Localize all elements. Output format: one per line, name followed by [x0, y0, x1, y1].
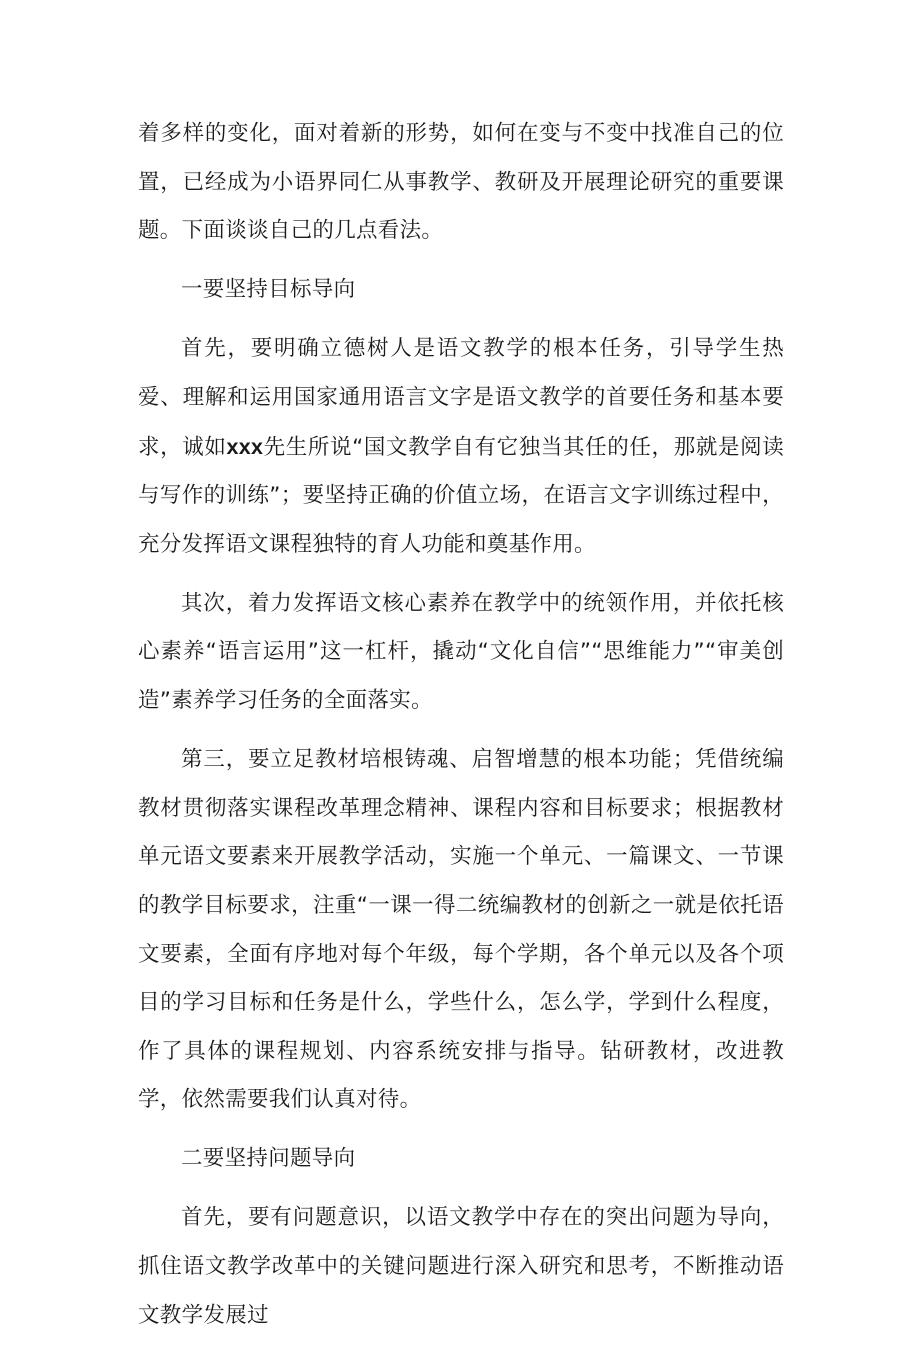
- paragraph-continuation: 着多样的变化，面对着新的形势，如何在变与不变中找准自己的位置，已经成为小语界同仁从事教学、教研及开展理论研究的重要课题。下面谈谈自己的几点看法。: [138, 121, 784, 244]
- section-heading-problem-orientation: 二要坚持问题导向: [181, 1146, 356, 1172]
- name-placeholder: xxx: [226, 434, 264, 459]
- paragraph-problem-first-point: 首先，要有问题意识，以语文教学中存在的突出问题为导向，抓住语文教学改革中的关键问题进行深入研究和思考，不断推动语文教学发展过: [138, 1205, 784, 1328]
- paragraph-text-segment: 首先，要明确立德树人是语文教学的根本任务，引导学生热爱、理解和运用国家通用语言文字是语文教学的首要任务和基本要求，诚如: [138, 336, 784, 460]
- paragraph-second-point: 其次，着力发挥语文核心素养在教学中的统领作用，并依托核心素养“语言运用”这一杠杆，撬动“文化自信”“思维能力”“审美创造”素养学习任务的全面落实。: [138, 590, 784, 714]
- section-heading-goal-orientation: 一要坚持目标导向: [181, 277, 356, 303]
- paragraph-text-segment: 先生所说“国文教学自有它独当其任的任，那就是阅读与写作的训练”；要坚持正确的价值立场，在语言文字训练过程中，充分发挥语文课程独特的育人功能和奠基作用。: [138, 434, 784, 557]
- document-body: [138, 110, 784, 1351]
- paragraph-first-point: [138, 325, 784, 569]
- paragraph-third-point: 第三，要立足教材培根铸魂、启智增慧的根本功能；凭借统编教材贯彻落实课程改革理念精神、课程内容和目标要求；根据教材单元语文要素来开展教学活动，实施一个单元、一篇课文、一节课的教学目标要求，注重“一课一得二统编教材的创新之一就是依托语文要素，全面有序地对每个年级，每个学期，各个单元以及各个项目的学习目标和任务是什么，学些什么，怎么学，学到什么程度，作了具体的课程规划、内容系统安排与指导。钻研教材，改进教学，依然需要我们认真对待。: [138, 747, 784, 1113]
